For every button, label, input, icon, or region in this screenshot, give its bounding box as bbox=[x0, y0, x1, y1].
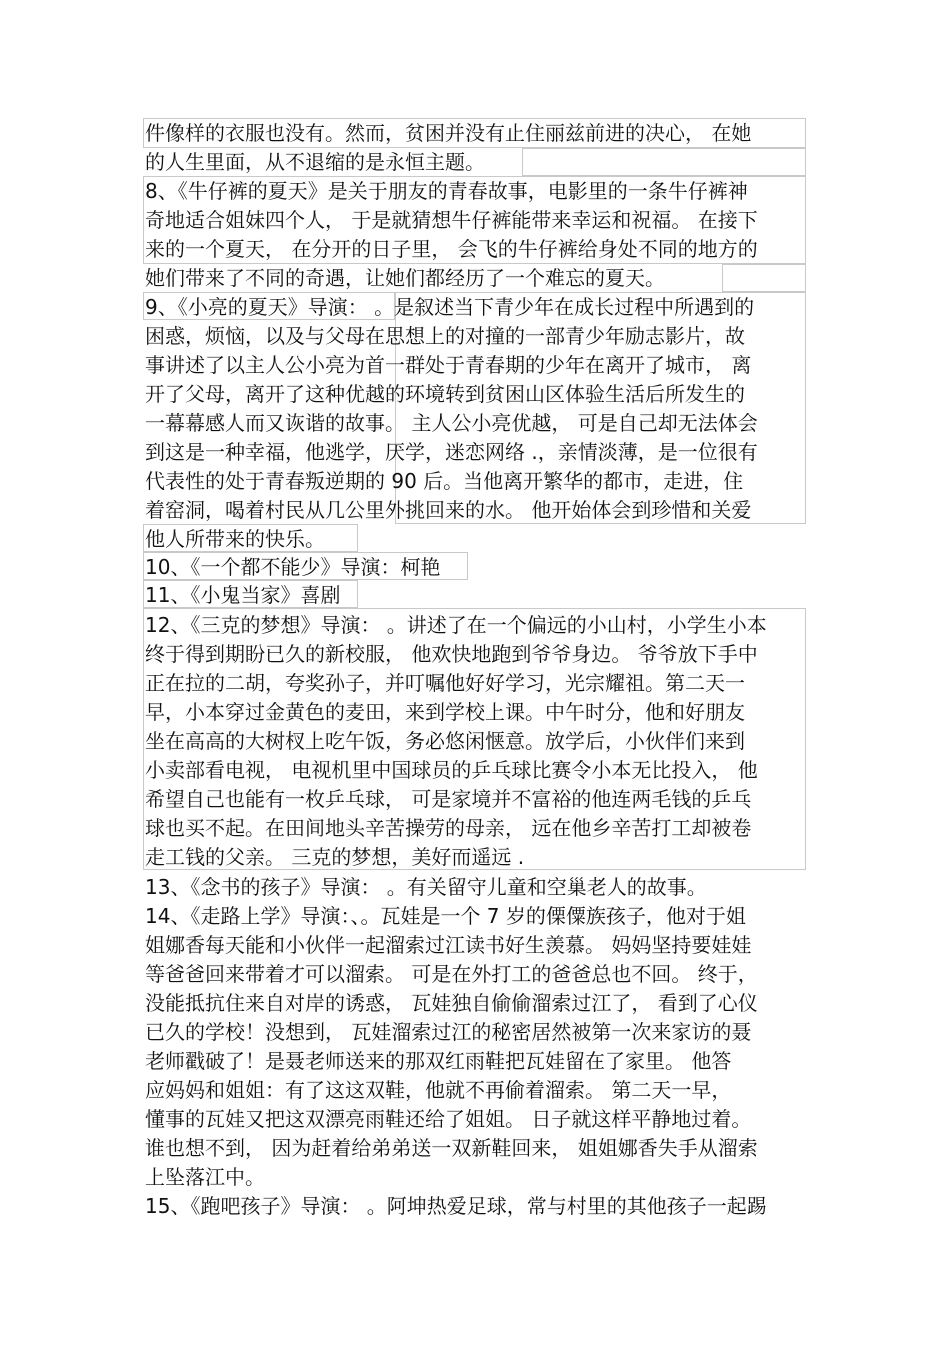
text-line: 姐娜香每天能和小伙伴一起溜索过江读书好生羡慕。 妈妈坚持要娃娃 bbox=[145, 933, 752, 957]
text-line: 14、《走路上学》导演：、。瓦娃是一个 7 岁的傈僳族孩子，他对于姐 bbox=[145, 904, 746, 928]
text-line: 走工钱的父亲。 三克的梦想，美好而遥远 . bbox=[145, 845, 525, 869]
text-line: 到这是一种幸福，他逃学，厌学，迷恋网络 .，亲情淡薄，是一位很有 bbox=[145, 440, 758, 464]
text-line: 着窑洞，喝着村民从几公里外挑回来的水。 他开始体会到珍惜和关爱 bbox=[145, 498, 752, 522]
text-line: 正在拉的二胡，夸奖孙子，并叮嘱他好好学习，光宗耀祖。第二天一 bbox=[145, 671, 745, 695]
text-line: 应妈妈和姐姐：有了这这双鞋，他就不再偷着溜索。 第二天一早， bbox=[145, 1078, 732, 1102]
text-line: 8、《牛仔裤的夏天》是关于朋友的青春故事，电影里的一条牛仔裤神 bbox=[145, 179, 748, 203]
text-line: 坐在高高的大树杈上吃午饭，务必悠闲惬意。放学后，小伙伴们来到 bbox=[145, 729, 745, 753]
text-line: 来的一个夏天， 在分开的日子里， 会飞的牛仔裤给身处不同的地方的 bbox=[145, 237, 758, 261]
text-line: 10、《一个都不能少》导演：柯艳 bbox=[145, 555, 441, 579]
text-line: 13、《念书的孩子》导演： 。有关留守儿童和空巢老人的故事。 bbox=[145, 875, 707, 899]
text-line: 他人所带来的快乐。 bbox=[145, 527, 325, 551]
text-line: 开了父母，离开了这种优越的环境转到贫困山区体验生活后所发生的 bbox=[145, 382, 745, 406]
text-line: 谁也想不到， 因为赶着给弟弟送一双新鞋回来， 姐姐娜香失手从溜索 bbox=[145, 1136, 758, 1160]
text-line: 球也买不起。在田间地头辛苦操劳的母亲， 远在他乡辛苦打工却被卷 bbox=[145, 816, 752, 840]
text-line: 的人生里面，从不退缩的是永恒主题。 bbox=[145, 150, 485, 174]
text-line: 懂事的瓦娃又把这双漂亮雨鞋还给了姐姐。 日子就这样平静地过着。 bbox=[145, 1107, 752, 1131]
text-line: 12、《三克的梦想》导演： 。讲述了在一个偏远的小山村，小学生小本 bbox=[145, 613, 767, 637]
text-line: 希望自己也能有一枚乒乓球， 可是家境并不富裕的他连两毛钱的乒乓 bbox=[145, 787, 752, 811]
text-line: 事讲述了以主人公小亮为首一群处于青春期的少年在离开了城市， 离 bbox=[145, 353, 752, 377]
text-line: 件像样的衣服也没有。然而，贫困并没有止住丽兹前进的决心， 在她 bbox=[145, 121, 752, 145]
text-line: 终于得到期盼已久的新校服， 他欢快地跑到爷爷身边。 爷爷放下手中 bbox=[145, 642, 758, 666]
text-line: 她们带来了不同的奇遇，让她们都经历了一个难忘的夏天。 bbox=[145, 266, 665, 290]
text-line: 已久的学校！没想到， 瓦娃溜索过江的秘密居然被第一次来家访的聂 bbox=[145, 1020, 752, 1044]
text-line: 15、《跑吧孩子》导演： 。阿坤热爱足球，常与村里的其他孩子一起踢 bbox=[145, 1194, 767, 1218]
text-line: 困惑，烦恼，以及与父母在思想上的对撞的一部青少年励志影片，故 bbox=[145, 324, 745, 348]
text-line: 11、《小鬼当家》喜剧 bbox=[145, 583, 341, 607]
text-line: 等爸爸回来带着才可以溜索。 可是在外打工的爸爸总也不回。 终于， bbox=[145, 962, 758, 986]
text-line: 早，小本穿过金黄色的麦田，来到学校上课。中午时分，他和好朋友 bbox=[145, 700, 745, 724]
text-line: 没能抵抗住来自对岸的诱惑， 瓦娃独自偷偷溜索过江了， 看到了心仪 bbox=[145, 991, 758, 1015]
text-line: 奇地适合姐妹四个人， 于是就猜想牛仔裤能带来幸运和祝福。 在接下 bbox=[145, 208, 758, 232]
text-line: 一幕幕感人而又诙谐的故事。 主人公小亮优越， 可是自己却无法体会 bbox=[145, 411, 758, 435]
text-line: 老师戳破了！是聂老师送来的那双红雨鞋把瓦娃留在了家里。 他答 bbox=[145, 1049, 732, 1073]
text-line: 上坠落江中。 bbox=[145, 1165, 265, 1189]
text-line: 小卖部看电视， 电视机里中国球员的乒乓球比赛令小本无比投入， 他 bbox=[145, 758, 758, 782]
text-line: 9、《小亮的夏天》导演： 。是叙述当下青少年在成长过程中所遇到的 bbox=[145, 295, 755, 319]
text-line: 代表性的处于青春叛逆期的 90 后。当他离开繁华的都市，走进，住 bbox=[145, 469, 744, 493]
